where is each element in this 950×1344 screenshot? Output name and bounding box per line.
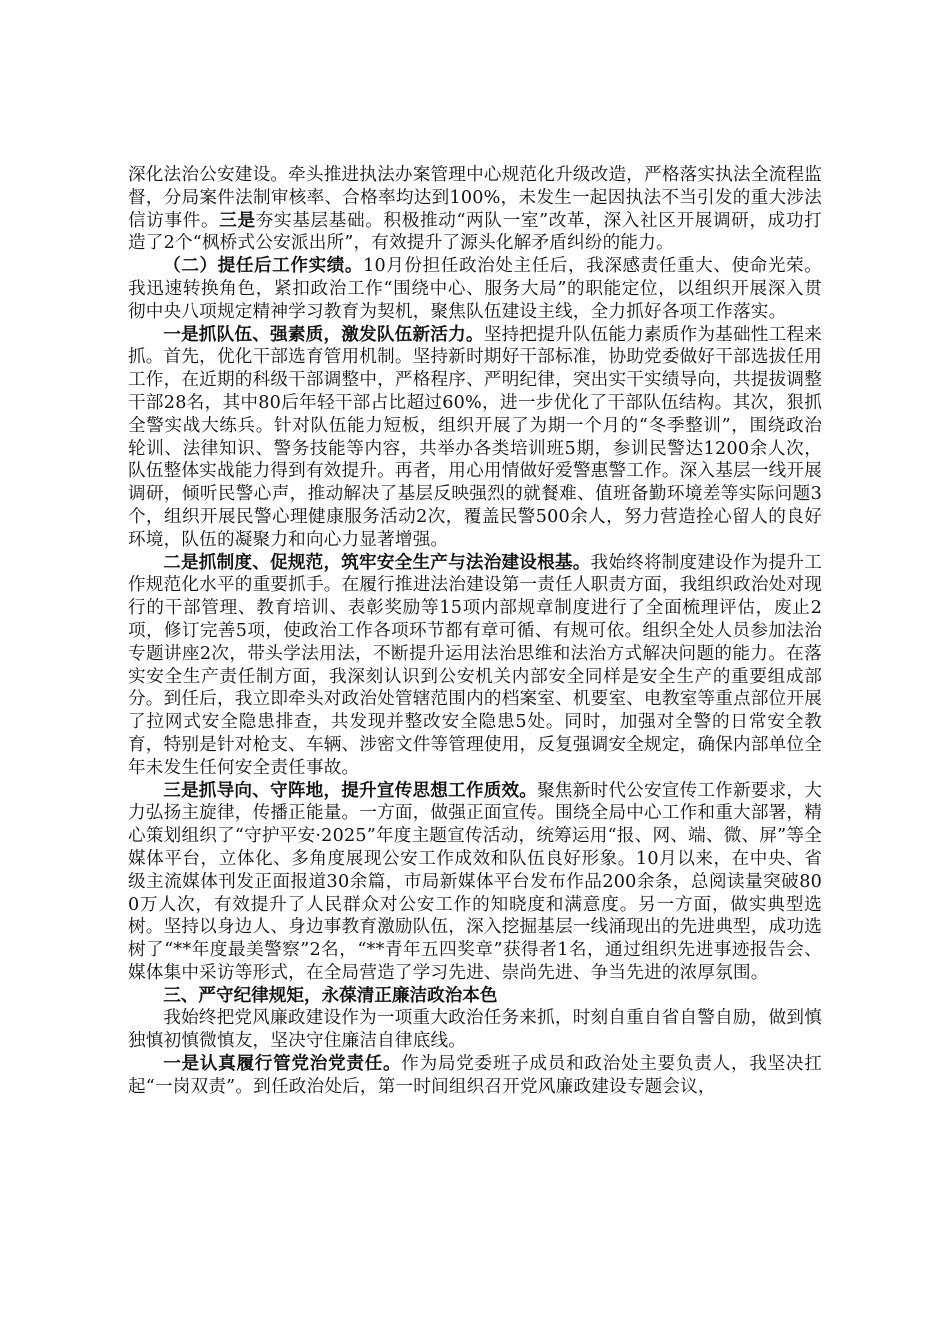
- bold-lead-text: 三、严守纪律规矩，永葆清正廉洁政治本色: [163, 984, 498, 1006]
- body-paragraph: [128, 1053, 822, 1099]
- body-paragraph: [128, 324, 822, 552]
- paragraph-text: 作为局党委班子成员和政治处主要负责人，我坚决扛起“一岗双责”。到任政治处后，第一时间组织召开党风廉政建设专题会议，: [128, 1054, 822, 1097]
- bold-lead-text: 三是抓导向、守阵地，提升宣传思想工作质效。: [163, 779, 538, 801]
- bold-lead-text: 三是: [219, 209, 256, 231]
- paragraph-text: 10月份担任政治处主任后，我深感责任重大、使命光荣。我迅速转换角色，紧扣政治工作“围绕中心、服务大局”的职能定位，以组织开展深入贯彻中央八项规定精神学习教育为契机，聚焦队伍建设主线，全力抓好各项工作落实。: [128, 256, 823, 322]
- bold-lead-text: 二是抓制度、促规范，筑牢安全生产与法治建设根基。: [163, 551, 591, 573]
- section-heading: [128, 985, 822, 1008]
- bold-lead-text: 一是认真履行管党治党责任。: [163, 1053, 402, 1075]
- paragraph-text: 夯实基层基础。积极推动“两队一室”改革，深入社区开展调研，成功打造了2个“枫桥式公安派出所”，有效提升了源头化解矛盾纠纷的能力。: [128, 210, 822, 254]
- paragraph-text: 坚持把提升队伍能力素质作为基础性工程来抓。首先，优化干部选育管用机制。坚持新时期好干部标准，协助党委做好干部选拔任用工作，在近期的科级干部调整中，严格程序、严明纪律，突出实干实绩导向，共提拔调整干部28名，其中80后年轻干部占比超过60%，进一步优化了干部队伍结构。其次，狠抓全警实战大练兵。针对队伍能力短板，组织开展了为期一个月的“冬季整训”，围绕政治轮训、法律知识、警务技能等内容，共举办各类培训班5期，参训民警达1200余人次，队伍整体实战能力得到有效提升。再者，用心用情做好爱警惠警工作。深入基层一线开展调研，倾听民警心声，推动解决了基层反映强烈的就餐难、值班备勤环境差等实际问题3个，组织开展民警心理健康服务活动2次，覆盖民警500余人，努力营造拴心留人的良好环境，队伍的凝聚力和向心力显著增强。: [128, 324, 822, 550]
- body-paragraph: [128, 255, 822, 323]
- paragraph-text: 我始终把党风廉政建设作为一项重大政治任务来抓，时刻自重自省自警自励，做到慎独慎初慎微慎友，坚决守住廉洁自律底线。: [128, 1008, 822, 1052]
- bold-lead-text: （二）提任后工作实绩。: [163, 255, 364, 277]
- document-page: [128, 164, 822, 1099]
- bold-lead-text: 一是抓队伍、强素质，激发队伍新活力。: [163, 323, 484, 345]
- paragraph-text: 我始终将制度建设作为提升工作规范化水平的重要抓手。在履行推进法治建设第一责任人职责方面，我组织政治处对现行的干部管理、教育培训、表彰奖励等15项内部规章制度进行了全面梳理评估，废止2项，修订完善5项，使政治工作各项环节都有章可循、有规可依。组织全处人员参加法治专题讲座2次，带头学法用法，不断提升运用法治思维和法治方式解决问题的能力。在落实安全生产责任制方面，我深刻认识到公安机关内部安全同样是安全生产的重要组成部分。到任后，我立即牵头对政治处管辖范围内的档案室、机要室、电教室等重点部位开展了拉网式安全隐患排查，共发现并整改安全隐患5处。同时，加强对全警的日常安全教育，特别是针对枪支、车辆、涉密文件等管理使用，反复强调安全规定，确保内部单位全年未发生任何安全责任事故。: [128, 552, 822, 778]
- paragraph-text: 深化法治公安建设。牵头推进执法办案管理中心规范化升级改造，严格落实执法全流程监督，分局案件法制审核率、合格率均达到100%，未发生一起因执法不当引发的重大涉法信访事件。: [128, 165, 822, 231]
- body-paragraph: [128, 164, 822, 255]
- paragraph-text: 聚焦新时代公安宣传工作新要求，大力弘扬主旋律，传播正能量。一方面，做强正面宣传。围绕全局中心工作和重大部署，精心策划组织了“守护平安·2025”年度主题宣传活动，统筹运用“报、网、端、微、屏”等全媒体平台，立体化、多角度展现公安工作成效和队伍良好形象。10月以来，在中央、省级主流媒体刊发正面报道30余篇，市局新媒体平台发布作品200余条，总阅读量突破800万人次，有效提升了人民群众对公安工作的知晓度和满意度。另一方面，做实典型选树。坚持以身边人、身边事教育激励队伍，深入挖掘基层一线涌现出的先进典型，成功选树了“**年度最美警察”2名，“**青年五四奖章”获得者1名，通过组织先进事迹报告会、媒体集中采访等形式，在全局营造了学习先进、崇尚先进、争当先进的浓厚氛围。: [128, 780, 823, 983]
- body-paragraph: [128, 552, 822, 780]
- body-paragraph: [128, 1007, 822, 1053]
- body-paragraph: [128, 780, 822, 985]
